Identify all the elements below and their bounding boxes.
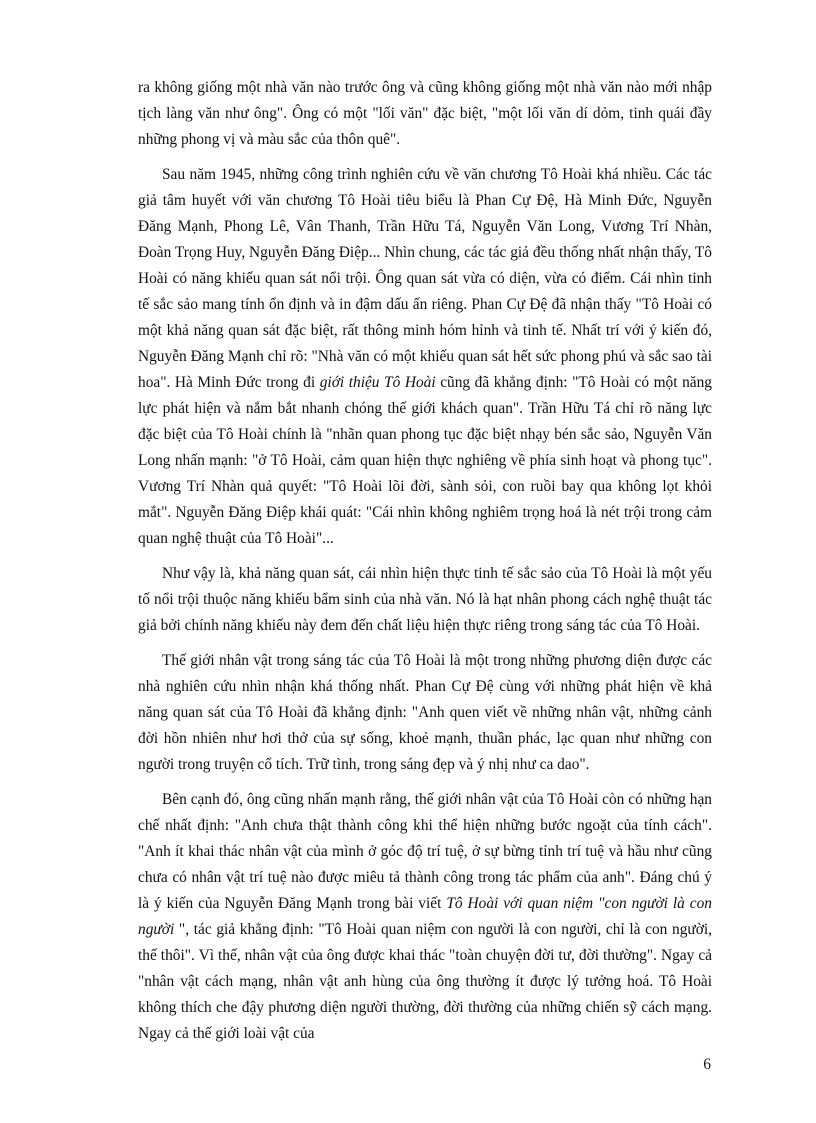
page-number: 6 [703, 1056, 711, 1073]
body-text [138, 75, 712, 1056]
paragraph-2-text-a: Sau năm 1945, những công trình nghiên cứu về văn chương Tô Hoài khá nhiều. Các tác giả tâm huyết với văn chương Tô Hoài tiêu biểu là Phan Cự Đệ, Hà Minh Đức, Nguyễn Đăng Mạnh, Phong Lê, Vân Thanh, Trần Hữu Tá, Nguyễn Văn Long, Vương Trí Nhàn, Đoàn Trọng Huy, Nguyễn Đăng Điệp... Nhìn chung, các tác giả đều thống nhất nhận thấy, Tô Hoài có năng khiếu quan sát nổi trội. Ông quan sát vừa có diện, vừa có điểm. Cái nhìn tinh tế sắc sảo mang tính ổn định và in đậm dấu ấn riêng. Phan Cự Đệ đã nhận thấy "Tô Hoài có một khả năng quan sát đặc biệt, rất thông minh hóm hỉnh và tinh tế. Nhất trí với ý kiến đó, Nguyễn Đăng Mạnh chỉ rõ: "Nhà văn có một khiếu quan sát hết sức phong phú và sắc sao tài hoa". Hà Minh Đức trong đi [138, 166, 712, 391]
article-title-italic: Tô Hoài với quan niệm "con người là con người [138, 895, 712, 938]
paragraph-5 [138, 787, 712, 1047]
paragraph-1-text: ra không giống một nhà văn nào trước ông và cũng không giống một nhà văn nào mới nhập tịch làng văn như ông". Ông có một "lối văn" đặc biệt, "một lối văn dí dỏm, tinh quái đầy những phong vị và màu sắc của thôn quê". [138, 79, 712, 148]
book-title-italic: giới thiệu Tô Hoài [319, 374, 436, 391]
paragraph-3-text: Như vậy là, khả năng quan sát, cái nhìn hiện thực tinh tế sắc sảo của Tô Hoài là một yếu tố nổi trội thuộc năng khiếu bẩm sinh của nhà văn. Nó là hạt nhân phong cách nghệ thuật tác giả bởi chính năng khiếu này đem đến chất liệu hiện thực riêng trong sáng tác của Tô Hoài. [138, 565, 712, 634]
paragraph-5-text-a: Bên cạnh đó, ông cũng nhấn mạnh rằng, thế giới nhân vật của Tô Hoài còn có những hạn chế nhất định: "Anh chưa thật thành công khi thể hiện những bước ngoặt của tính cách". "Anh ít khai thác nhân vật của mình ở góc độ trí tuệ, ở sự bừng tỉnh trí tuệ và hầu như cũng chưa có nhân vật trí tuệ nào được miêu tả thành công trong tác phẩm của anh". Đáng chú ý là ý kiến của Nguyễn Đăng Mạnh trong bài viết [138, 791, 712, 912]
paragraph-4-text: Thế giới nhân vật trong sáng tác của Tô Hoài là một trong những phương diện được các nhà nghiên cứu nhìn nhận khá thống nhất. Phan Cự Đệ cùng với những phát hiện về khả năng quan sát của Tô Hoài đã khẳng định: "Anh quen viết về những nhân vật, những cảnh đời hồn nhiên như hơi thở của sự sống, khoẻ mạnh, thuần phác, lạc quan như những con người trong truyện cổ tích. Trữ tình, trong sáng đẹp và ý nhị như ca dao". [138, 652, 712, 773]
paragraph-5-text-b: ", tác giả khẳng định: "Tô Hoài quan niệm con người là con người, chỉ là con người, thế thôi". Vì thế, nhân vật của ông được khai thác "toàn chuyện đời tư, đời thường". Ngay cả "nhân vật cách mạng, nhân vật anh hùng của ông thường ít được lý tưởng hoá. Tô Hoài không thích che đậy phương diện người thường, đời thường của những chiến sỹ cách mạng. Ngay cả thế giới loài vật của [138, 921, 712, 1042]
paragraph-2 [138, 162, 712, 552]
paragraph-3 [138, 561, 712, 639]
paragraph-4 [138, 648, 712, 778]
paragraph-1 [138, 75, 712, 153]
paragraph-2-text-b: cũng đã khẳng định: "Tô Hoài có một năng lực phát hiện và nắm bắt nhanh chóng thế giới khách quan". Trần Hữu Tá chỉ rõ năng lực đặc biệt của Tô Hoài chính là "nhãn quan phong tục đặc biệt nhạy bén sắc sảo, Nguyễn Văn Long nhấn mạnh: "ở Tô Hoài, cảm quan hiện thực nghiêng về phía sinh hoạt và phong tục". Vương Trí Nhàn quả quyết: "Tô Hoài lõi đời, sành sỏi, con ruồi bay qua không lọt khỏi mắt". Nguyễn Đăng Điệp khái quát: "Cái nhìn không nghiêm trọng hoá là nét trội trong cảm quan nghệ thuật của Tô Hoài"... [138, 374, 712, 547]
